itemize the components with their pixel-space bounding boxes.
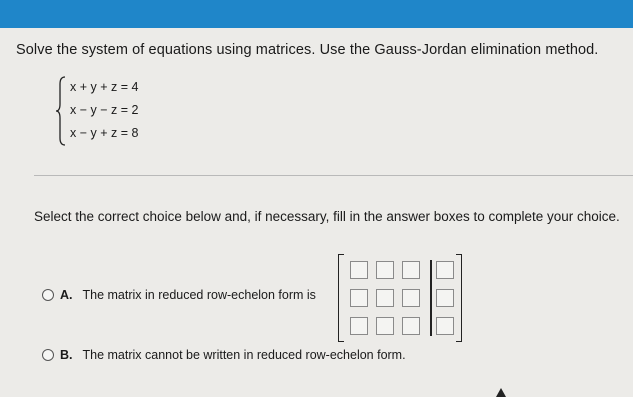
equations	[70, 76, 138, 145]
choice-b-letter: B.	[60, 348, 73, 362]
divider	[34, 175, 633, 176]
radio-button-icon[interactable]	[42, 349, 54, 361]
equation-system	[56, 76, 176, 148]
choice-a[interactable]	[42, 288, 316, 302]
augmented-divider	[430, 260, 432, 336]
matrix-left-bracket	[338, 254, 344, 342]
choice-b-text: The matrix cannot be written in reduced row-echelon form.	[82, 348, 406, 362]
mouse-cursor-icon	[496, 388, 506, 397]
instruction-text: Select the correct choice below and, if necessary, fill in the answer boxes to complete your choice.	[34, 209, 620, 224]
left-brace-icon	[56, 76, 66, 146]
choice-a-text: The matrix in reduced row-echelon form is	[82, 288, 316, 302]
answer-matrix	[338, 254, 462, 342]
choice-a-letter: A.	[60, 288, 73, 302]
matrix-cell-r2c2[interactable]	[376, 289, 394, 307]
matrix-cell-r3c2[interactable]	[376, 317, 394, 335]
top-header-bar	[0, 0, 633, 28]
matrix-right-bracket	[456, 254, 462, 342]
choice-b[interactable]	[42, 348, 406, 362]
matrix-cell-r1c4[interactable]	[436, 261, 454, 279]
matrix-cell-r3c1[interactable]	[350, 317, 368, 335]
matrix-cell-r3c4[interactable]	[436, 317, 454, 335]
radio-button-icon[interactable]	[42, 289, 54, 301]
question-title: Solve the system of equations using matrices. Use the Gauss-Jordan elimination method.	[16, 42, 599, 58]
matrix-cell-r2c3[interactable]	[402, 289, 420, 307]
equation-1: x + y + z = 4	[70, 80, 139, 94]
equation-3: x − y + z = 8	[70, 126, 139, 140]
equation-2: x − y − z = 2	[70, 103, 139, 117]
matrix-cell-r1c1[interactable]	[350, 261, 368, 279]
matrix-cell-r2c1[interactable]	[350, 289, 368, 307]
matrix-cell-r1c2[interactable]	[376, 261, 394, 279]
matrix-cell-r2c4[interactable]	[436, 289, 454, 307]
matrix-cell-r3c3[interactable]	[402, 317, 420, 335]
matrix-cell-r1c3[interactable]	[402, 261, 420, 279]
